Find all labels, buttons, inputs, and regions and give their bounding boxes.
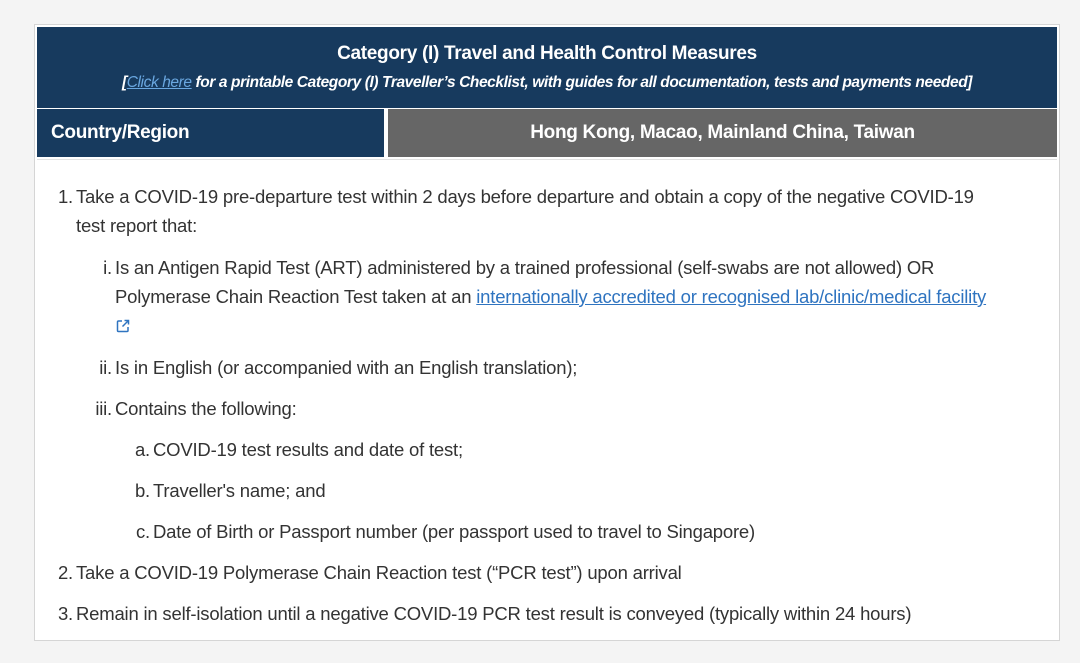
sub-item-text (115, 253, 1055, 342)
travel-measures-panel (34, 24, 1060, 641)
country-value: Hong Kong, Macao, Mainland China, Taiwan (388, 109, 1057, 157)
list-marker: 2. (57, 562, 73, 583)
category-title: Category (I) Travel and Health Control Measures (337, 43, 757, 64)
country-row (37, 109, 1057, 157)
list-item-text (76, 182, 1046, 240)
list-marker: b. (134, 480, 150, 501)
accredited-facility-link[interactable]: internationally accredited or recognised lab/clinic/medical facility (476, 286, 987, 307)
sub-item-text: Contains the following: (115, 398, 297, 419)
bracket-open: [ (121, 74, 127, 91)
sub-item-text: Is in English (or accompanied with an English translation); (115, 357, 578, 378)
list-marker: i. (103, 257, 112, 278)
sub-item-i-line1: Is an Antigen Rapid Test (ART) administered by a trained professional (self-swabs are not allowed) OR (115, 257, 935, 278)
list-marker: ii. (99, 357, 112, 378)
step1-line1: Take a COVID-19 pre-departure test within 2 days before departure and obtain a copy of the negative COVID-19 (76, 186, 974, 207)
list-marker: iii. (95, 398, 112, 419)
list-marker: 3. (57, 603, 73, 624)
list-marker: 1. (57, 186, 73, 207)
step1-line2: test report that: (76, 215, 198, 236)
sub-sub-item-text: Traveller's name; and (153, 480, 326, 501)
list-marker: c. (136, 521, 150, 542)
checklist-note (37, 74, 1057, 92)
sub-sub-item-text: COVID-19 test results and date of test; (153, 439, 463, 460)
list-item-text: Take a COVID-19 Polymerase Chain Reaction test (“PCR test”) upon arrival (76, 562, 682, 583)
list-marker: a. (134, 439, 150, 460)
external-link-icon[interactable] (115, 313, 131, 342)
category-header (37, 27, 1057, 108)
sub-sub-item-text: Date of Birth or Passport number (per passport used to travel to Singapore) (153, 521, 755, 542)
list-item-text: Remain in self-isolation until a negative COVID-19 PCR test result is conveyed (typically within 24 hours) (76, 603, 912, 624)
country-label: Country/Region (37, 109, 384, 157)
checklist-link[interactable]: Click here (126, 74, 192, 91)
sub-item-i-line2: Polymerase Chain Reaction Test taken at an (115, 286, 477, 307)
checklist-note-text: for a printable Category (I) Traveller’s Checklist, with guides for all documentation, tests and payments needed] (191, 74, 973, 91)
measures-list (37, 159, 1057, 638)
